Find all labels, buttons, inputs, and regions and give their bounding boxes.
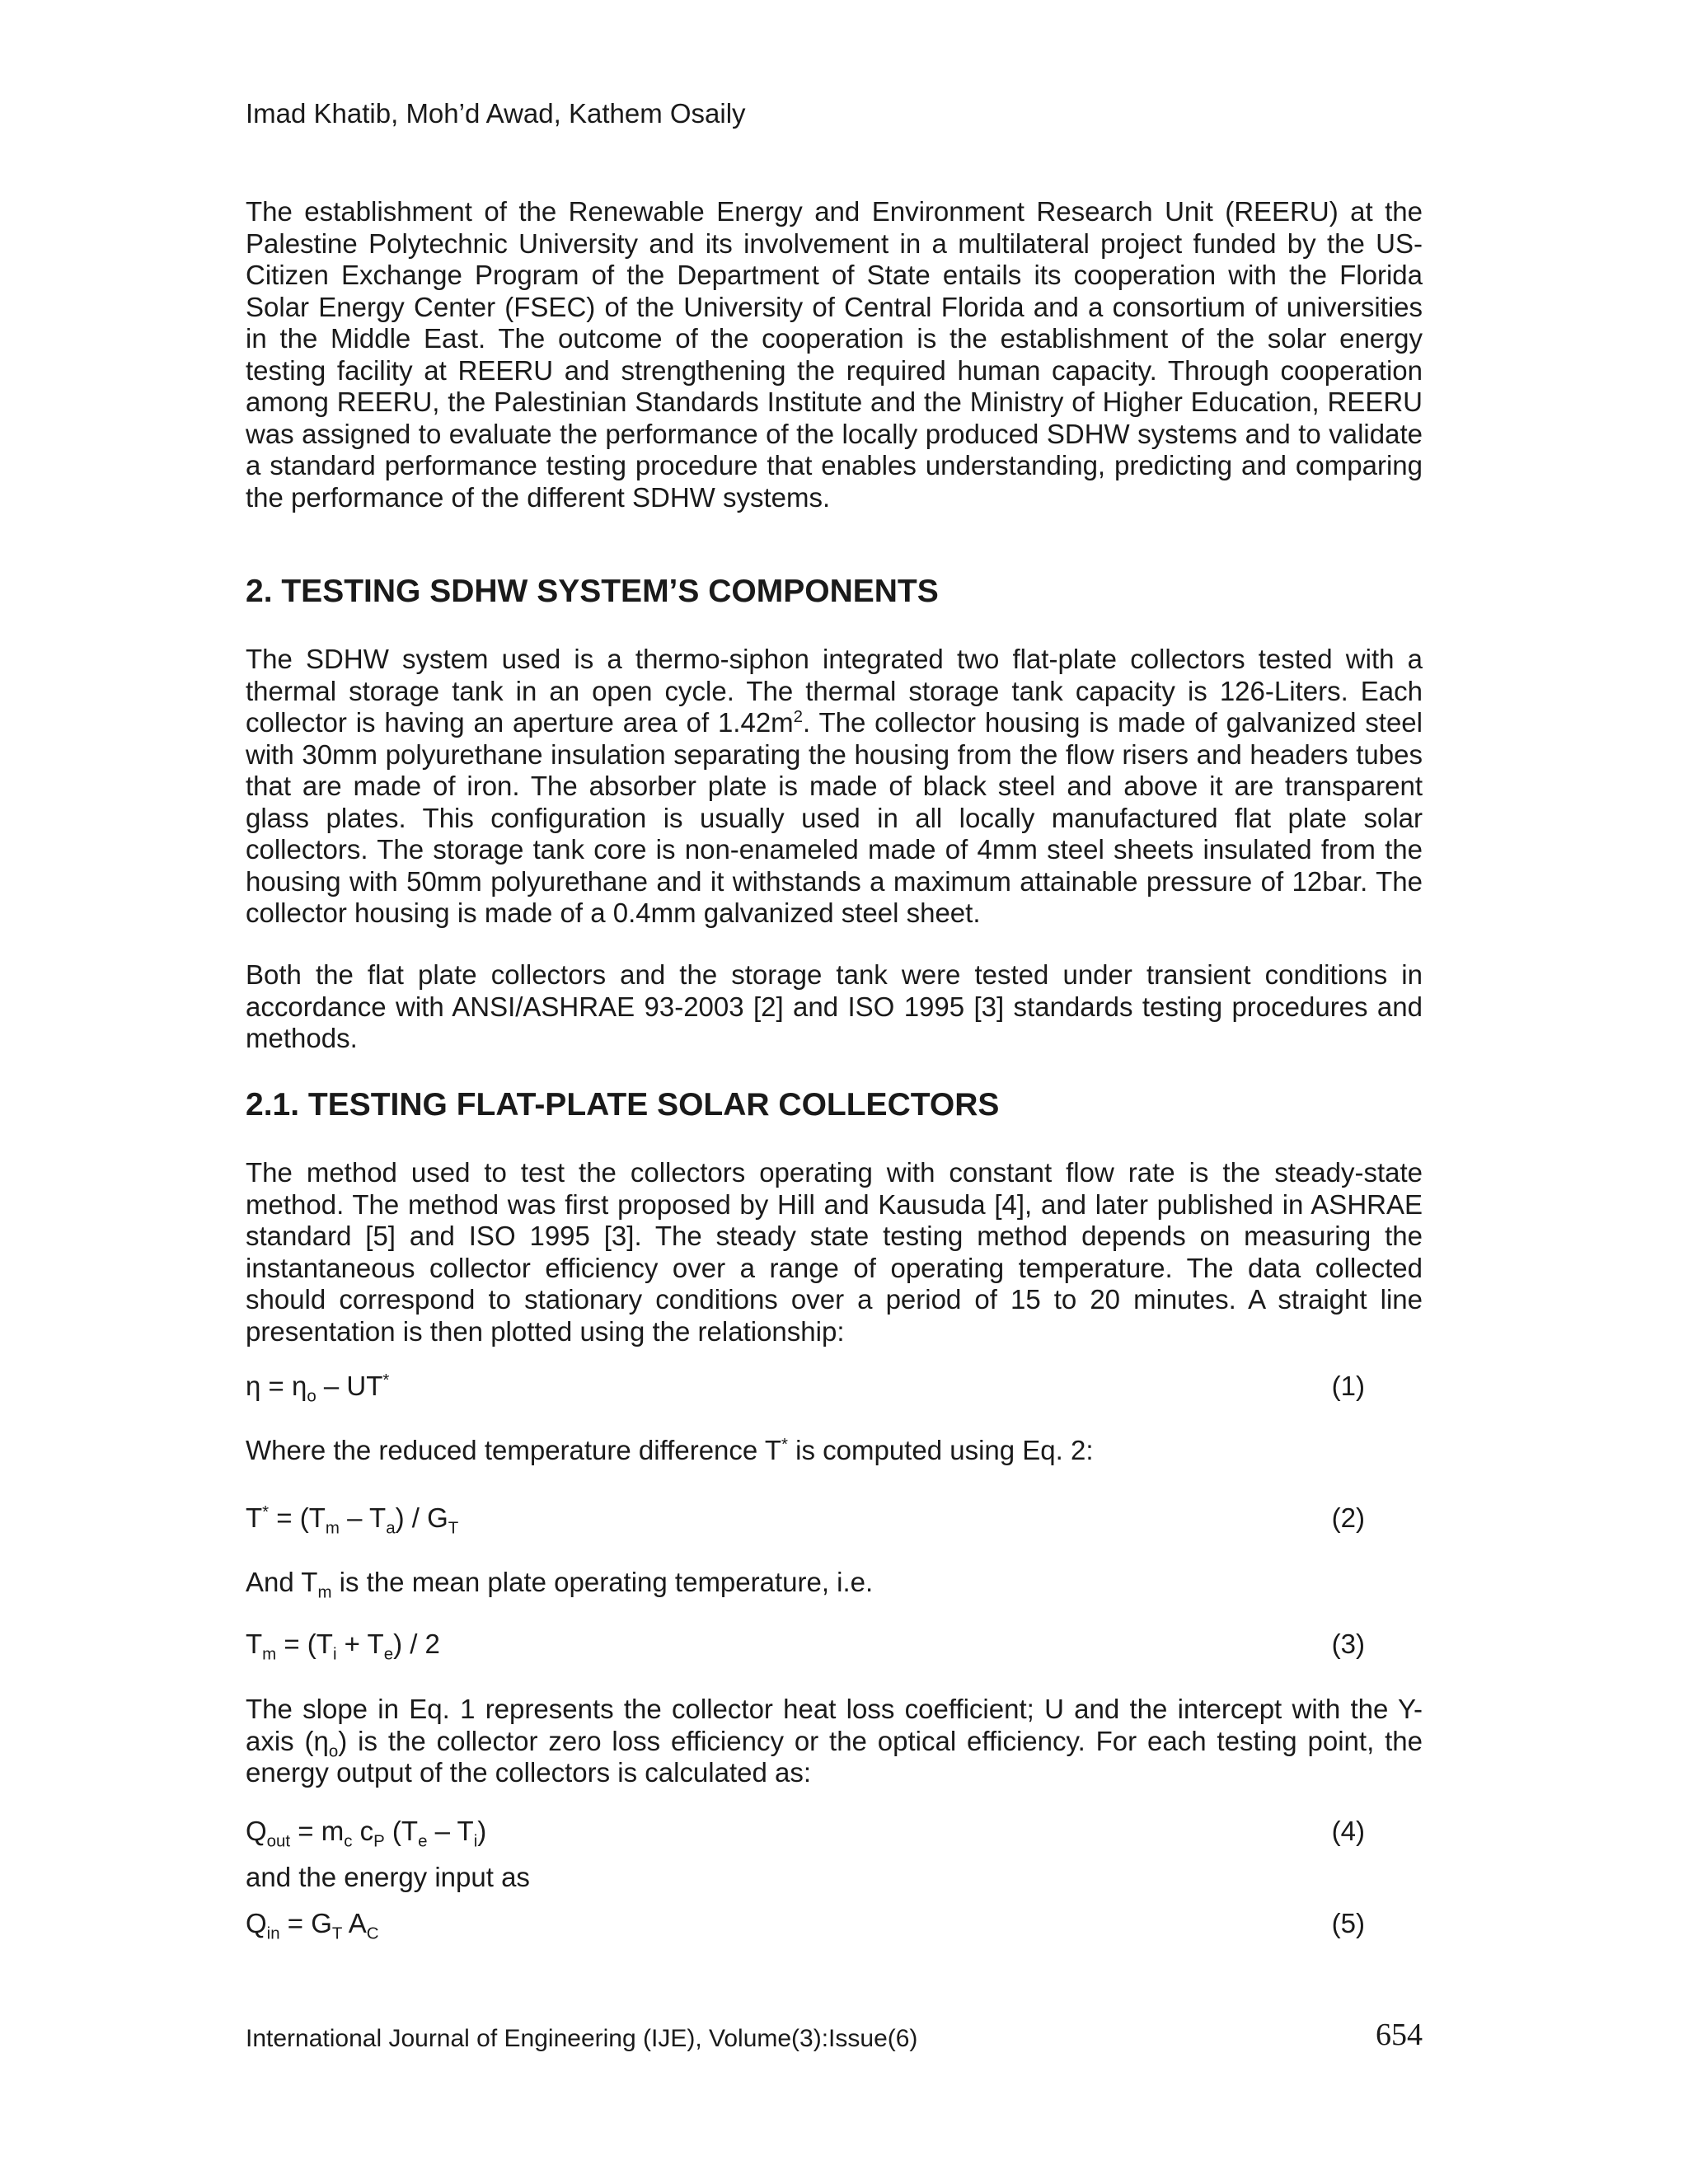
running-header-authors: Imad Khatib, Moh’d Awad, Kathem Osaily [246,98,746,129]
section-2-1-heading: 2.1. TESTING FLAT-PLATE SOLAR COLLECTORS [246,1087,1000,1122]
equation-4-number: (4) [1331,1816,1365,1846]
section-2-paragraph-2: Both the flat plate collectors and the storage tank were tested under transient conditions in accordance with ANSI/ASHRAE 93-2003 [2] and ISO 1995 [3] standards testing procedures and methods. [246,959,1423,1053]
footer-page-number: 654 [1376,2018,1423,2052]
section-2-paragraph-1: The SDHW system used is a thermo-siphon integrated two flat-plate collectors tested with a thermal storage tank in an open cycle. The thermal storage tank capacity is 126-Liters. Each collector is having an aperture area of $1.42m^2$. The collector housing is made of galvanized steel with 30mm polyurethane insulation separating the housing from the flow risers and headers tubes that are made of iron. The absorber plate is made of black steel and above it are transparent glass plates. This configuration is usually used in all locally manufactured flat plate solar collectors. The storage tank core is non-enameled made of 4mm steel sheets insulated from the housing with 50mm polyurethane and it withstands a maximum attainable pressure of 12bar. The collector housing is made of a 0.4mm galvanized steel sheet. [246,644,1423,928]
section-2-heading: 2. TESTING SDHW SYSTEM’S COMPONENTS [246,574,939,609]
equation-5-number: (5) [1331,1908,1365,1938]
equation-2: $T^* = (T_m - T_a) / G_T$ [246,1502,459,1538]
equation-2-number: (2) [1331,1502,1365,1533]
intro-paragraph: The establishment of the Renewable Energy and Environment Research Unit (REERU) at the Palestine Polytechnic University and its involvement in a multilateral project funded by the US-Citizen Exchange Program of the Department of State entails its cooperation with the Florida Solar Energy Center (FSEC) of the University of Central Florida and a consortium of universities in the Middle East. The outcome of the cooperation is the establishment of the solar energy testing facility at REERU and strengthening the required human capacity. Through cooperation among REERU, the Palestinian Standards Institute and the Ministry of Higher Education, REERU was assigned to evaluate the performance of the locally produced SDHW systems and to validate a standard performance testing procedure that enables understanding, predicting and comparing the performance of the different SDHW systems. [246,196,1423,513]
slope-paragraph: The slope in Eq. 1 represents the collector heat loss coefficient; U and the intercept with the Y-axis $(\eta_o)$ is the collector zero loss efficiency or the optical efficiency. For each testing point, the energy output of the collectors is calculated as: [246,1694,1423,1788]
equation-1-number: (1) [1331,1371,1365,1401]
mean-plate-temperature-sentence: And $T_m$ is the mean plate operating temperature, i.e. [246,1567,874,1602]
section-2-1-paragraph-1: The method used to test the collectors operating with constant flow rate is the steady-state method. The method was first proposed by Hill and Kausuda [4], and later published in ASHRAE standard [5] and ISO 1995 [3]. The steady state testing method depends on measuring the instantaneous collector efficiency over a range of operating temperature. The data collected should correspond to stationary conditions over a period of 15 to 20 minutes. A straight line presentation is then plotted using the relationship: [246,1157,1423,1347]
footer-journal: International Journal of Engineering (IJE), Volume(3):Issue(6) [246,2025,918,2052]
equation-3-number: (3) [1331,1629,1365,1659]
equation-5: $Q_{in} = G_T$ $A_C$ [246,1908,379,1943]
equation-1: $\eta = \eta_o - UT^*$ [246,1371,390,1406]
equation-4: $Q_{out} = m_c$ $c_P$ $(T_e - T_i)$ [246,1816,487,1851]
energy-input-sentence: and the energy input as [246,1862,530,1892]
equation-3: $T_m = (T_i + T_e) / 2$ [246,1629,440,1664]
reduced-temperature-sentence: Where the reduced temperature difference T* is computed using Eq. 2: [246,1435,1094,1465]
